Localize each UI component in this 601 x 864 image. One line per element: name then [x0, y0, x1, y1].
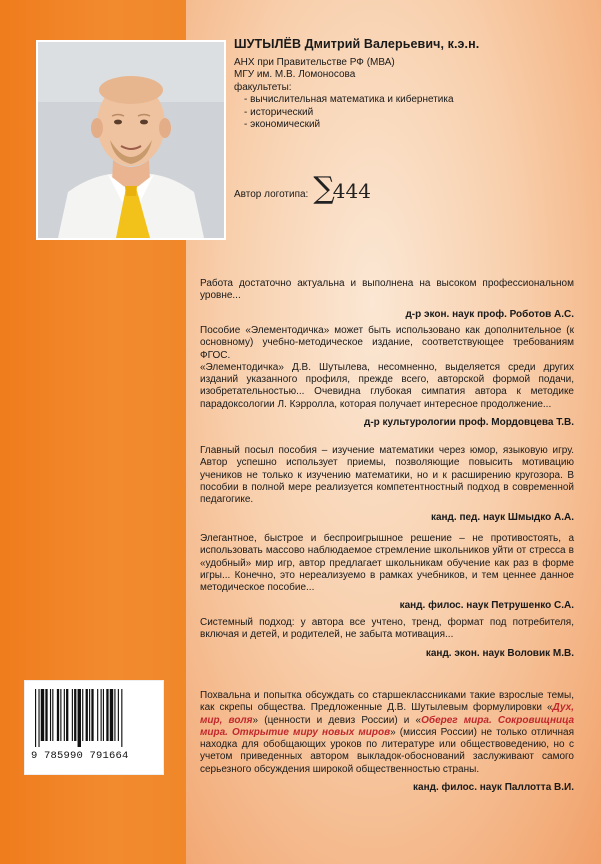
barcode-bar — [78, 689, 81, 747]
motto-highlight: Дух, мир, воля — [200, 702, 574, 726]
review-text-part: » (миссия России) не только отличная находка для обобщающих уроков по литературе или обществоведению, но с учетом приведенных автором выкладок-обоснований заслуживают самого серьезного обсуждения широкой общественностью страны. — [200, 726, 574, 775]
barcode-bar — [97, 689, 98, 741]
review-text-continued: «Элементодичка» Д.В. Шутылева, несомненно, выделяется среди других изданий указанного профиля, прежде всего, авторской формой подачи, изобретательностью... Очевидна глубокая симпатия автора к методике парадоксологии Л. Кэрролла, которая получает интересное продолжение... — [200, 361, 574, 410]
reviewer-name: д-р культурологии проф. Мордовцева Т.В. — [363, 417, 574, 429]
barcode-bars — [33, 689, 157, 747]
review-text: Главный посыл пособия – изучение математики через юмор, языковую игру. Автор успешно использует приемы, позволяющие повысить мотивацию учеников не только к изучению математики, но и к расширению кругозора. В пособии в полной мере реализуется компетентностный подход в современной педагогике. — [200, 445, 574, 506]
logo-label: Автор логотипа: — [234, 189, 309, 200]
review-text — [200, 690, 574, 776]
barcode-digits: 9 785990 791664 — [31, 750, 129, 762]
reviewer-name: канд. филос. наук Петрушенко С.А. — [399, 600, 574, 612]
barcode-bar — [110, 689, 113, 741]
author-name: ШУТЫЛЁВ Дмитрий Валерьевич, к.э.н. — [234, 37, 480, 51]
barcode-bar — [118, 689, 119, 741]
barcode-bar — [64, 689, 65, 741]
review-text: Пособие «Элементодичка» может быть использовано как дополнительное (к основному) учебно-методическое издание, соответствующее требованиям ФГОС. — [200, 325, 574, 361]
review-6 — [200, 690, 574, 794]
affiliation-2: МГУ им. М.В. Ломоносова — [234, 69, 356, 80]
isbn-barcode — [24, 680, 164, 775]
barcode-bar — [121, 689, 122, 747]
faculties-label: факультеты: — [234, 81, 292, 93]
reviewer-name: д-р экон. наук проф. Роботов А.С. — [405, 308, 574, 320]
author-info — [234, 38, 574, 132]
barcode-bar — [74, 689, 76, 741]
review-text: Системный подход: у автора все учтено, тренд, формат под потребителя, включая и детей, и родителей, не забыта мотивация... — [200, 617, 574, 641]
barcode-bar — [66, 689, 68, 741]
barcode-bar — [45, 689, 47, 741]
sigma-logo — [313, 171, 371, 206]
barcode-bar — [60, 689, 61, 741]
faculty-item: - экономический — [244, 119, 321, 130]
barcode-bar — [114, 689, 115, 741]
faculties-list — [234, 94, 574, 132]
review-5 — [200, 617, 574, 660]
review-3 — [200, 445, 574, 525]
barcode-bar — [82, 689, 83, 741]
barcode-bar — [101, 689, 102, 741]
review-text-part: Похвальна и попытка обсуждать со старшеклассниками такие взрослые темы, как скрепы общества. Предложенные Д.В. Шутылевым формулировки « — [200, 690, 574, 714]
reviewer-name: канд. пед. наук Шмыдко А.А. — [430, 512, 574, 524]
review-text: Работа достаточно актуальна и выполнена на высоком профессиональном уровне... — [200, 278, 574, 302]
barcode-bar — [91, 689, 93, 741]
mission-highlight: Оберег мира. Сокровищница мира. Открытие миру новых миров — [200, 714, 575, 738]
barcode-bar — [103, 689, 104, 741]
barcode-bar — [50, 689, 51, 741]
faculty-item: - исторический — [244, 106, 314, 118]
faculty-item: - вычислительная математика и кибернетика — [244, 94, 454, 105]
barcode-bar — [57, 689, 59, 741]
logo-number: 444 — [332, 179, 371, 203]
barcode-bar — [35, 689, 36, 747]
review-4 — [200, 533, 574, 613]
barcode-bar — [38, 689, 39, 747]
barcode-bar — [89, 689, 90, 741]
review-2 — [200, 325, 574, 429]
barcode-bar — [72, 689, 73, 741]
barcode-bar — [86, 689, 88, 741]
barcode-bar — [106, 689, 108, 741]
author-photo — [36, 40, 226, 240]
sigma-icon: ∑ — [313, 171, 332, 206]
reviewer-name: канд. филос. наук Паллотта В.И. — [413, 782, 574, 794]
reviewer-name: канд. экон. наук Воловик М.В. — [425, 647, 574, 659]
barcode-bar — [41, 689, 44, 741]
barcode-bar — [52, 689, 53, 741]
affiliation-1: АНХ при Правительстве РФ (МВА) — [234, 56, 395, 68]
review-text-part: » (ценности и девиз России) и « — [252, 714, 422, 726]
review-1 — [200, 278, 574, 321]
review-text: Элегантное, быстрое и беспроигрышное решение – не противостоять, а использовать массово наблюдаемое стремление школьников уйти от стресса в «удобный» мир игр, автор предлагает школьникам обучение как раз в форме игры... Конечно, это нереализуемо в рамках учебников, и тем ценнее данное методическое пособие... — [200, 533, 574, 594]
logo-credit — [234, 171, 371, 206]
